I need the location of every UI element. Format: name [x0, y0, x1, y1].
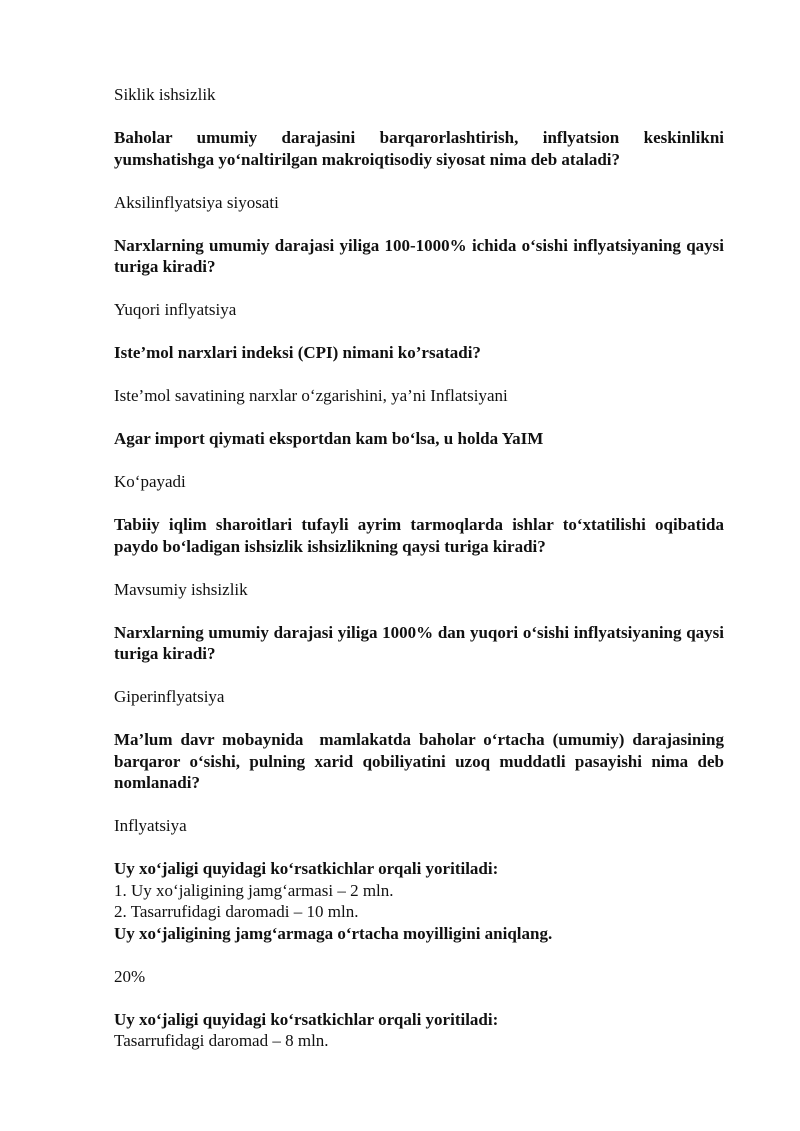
question-text: Iste’mol narxlari indeksi (CPI) nimani ko’rsatadi? [114, 343, 481, 362]
answer-text: Iste’mol savatining narxlar o‘zgarishini, ya’ni Inflatsiyani [114, 386, 508, 405]
task-question: Uy xo‘jaligining jamg‘armaga o‘rtacha moyilligini aniqlang. [114, 923, 553, 943]
question-text: Agar import qiymati eksportdan kam bo‘lsa, u holda YaIM [114, 429, 544, 448]
task-line: 2. Tasarrufidagi daromadi – 10 mln. [114, 902, 359, 921]
task-intro: Uy xo‘jaligi quyidagi ko‘rsatkichlar orqali yoritiladi: [114, 859, 499, 878]
question-text: Narxlarning umumiy darajasi yiliga 1000% dan yuqori o‘sishi inflyatsiyaning qaysi turiga kiradi? [114, 622, 724, 663]
task-intro: Uy xo‘jaligi quyidagi ko‘rsatkichlar orqali yoritiladi: [114, 1009, 499, 1029]
answer-text: Mavsumiy ishsizlik [114, 579, 248, 599]
question-text: Baholar umumiy darajasini barqarorlashtirish, inflyatsion keskinlikni yumshatishga yo‘naltirilgan makroiqtisodiy siyosat nima deb ataladi? [114, 128, 724, 169]
question-text: Tabiiy iqlim sharoitlari tufayli ayrim tarmoqlarda ishlar to‘xtatilishi oqibatida paydo bo‘ladigan ishsizlik ishsizlikning qaysi turiga kiradi? [114, 515, 724, 556]
answer-text: Ko‘payadi [114, 472, 186, 491]
question-text: Ma’lum davr mobaynida mamlakatda baholar o‘rtacha (umumiy) darajasining barqaror o‘sishi, pulning xarid qobiliyatini uzoq muddatli pasayishi nima deb nomlanadi? [114, 730, 733, 792]
task-answer: 20% [114, 966, 146, 986]
task-line: 1. Uy xo‘jaligining jamg‘armasi – 2 mln. [114, 880, 394, 900]
task-line: Tasarrufidagi daromad – 8 mln. [114, 1031, 329, 1050]
answer-text: Siklik ishsizlik [114, 85, 216, 104]
task-block-1 [114, 858, 724, 987]
answer-text: Giperinflyatsiya [114, 687, 225, 706]
task-block-2 [114, 1009, 724, 1052]
question-text: Narxlarning umumiy darajasi yiliga 100-1000% ichida o‘sishi inflyatsiyaning qaysi turiga kiradi? [114, 235, 724, 276]
answer-text: Inflyatsiya [114, 816, 187, 835]
answer-text: Yuqori inflyatsiya [114, 300, 237, 319]
answer-text: Aksilinflyatsiya siyosati [114, 192, 279, 212]
